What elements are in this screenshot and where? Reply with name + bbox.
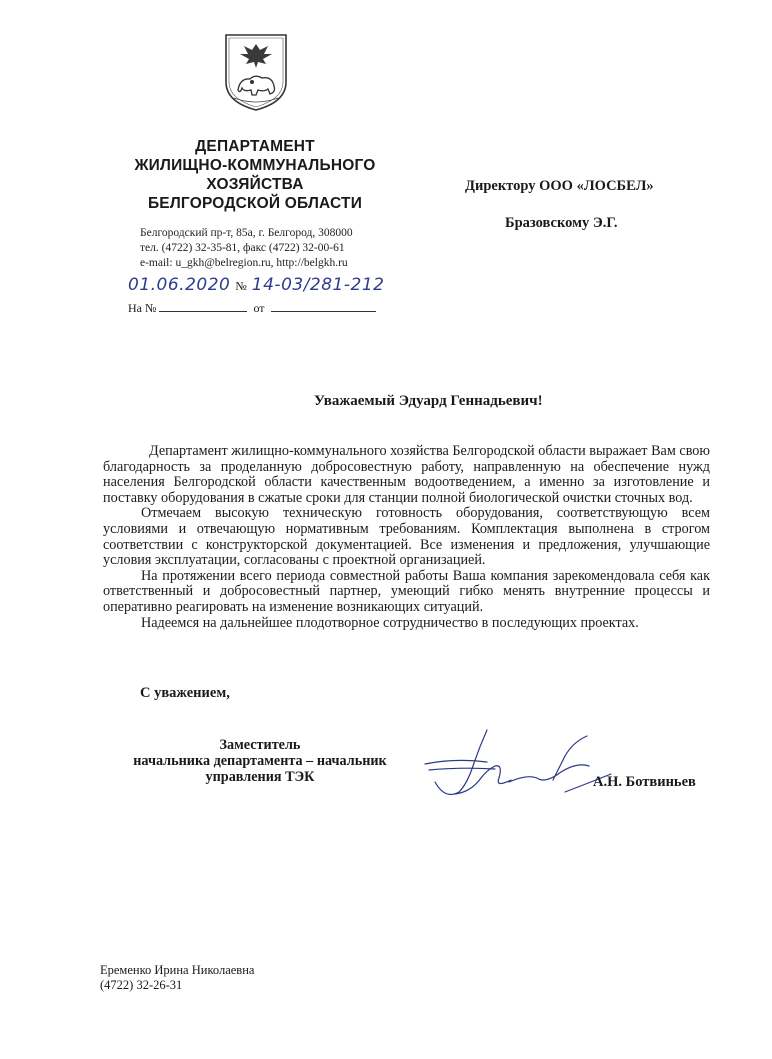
reply-reference: [128, 300, 376, 316]
department-phones: тел. (4722) 32-35-81, факс (4722) 32-00-61: [140, 242, 345, 254]
reply-date-blank: [271, 300, 376, 312]
department-name-line-4: БЕЛГОРОДСКОЙ ОБЛАСТИ: [147, 195, 363, 212]
salutation: Уважаемый Эдуард Геннадьевич!: [314, 393, 543, 409]
recipient-name: Бразовскому Э.Г.: [505, 215, 618, 231]
body-paragraph: Отмечаем высокую техническую готовность оборудования, соответствующую всем условиями и отвечающую нормативным требованиям. Комплектация выполнена в строгом соответствии с конструкторской документацией. Все изменения и предложения, улучшающие условия эксплуатации, согласованы с проектной организацией.: [103, 505, 710, 569]
executor-phone: (4722) 32-26-31: [100, 978, 183, 992]
outgoing-reference: [128, 275, 385, 299]
reply-label: На №: [128, 301, 157, 315]
coat-of-arms-emblem: [222, 32, 290, 112]
body-paragraph: Надеемся на дальнейшее плодотворное сотрудничество в последующих проектах.: [141, 614, 639, 631]
closing: С уважением,: [140, 685, 230, 701]
signatory-title: [100, 737, 420, 785]
executor-info: [100, 963, 254, 993]
reply-from-label: от: [253, 301, 265, 315]
signatory-title-line-3: управления ТЭК: [205, 769, 315, 785]
department-name-line-1: ДЕПАРТАМЕНТ: [195, 138, 315, 155]
signatory-name: А.Н. Ботвиньев: [593, 774, 696, 790]
handwritten-signature: [415, 722, 615, 812]
executor-name: Еременко Ирина Николаевна: [100, 963, 255, 977]
reply-number-blank: [159, 300, 247, 312]
signatory-title-line-2: начальника департамента – начальник: [133, 753, 387, 769]
letter-body: [103, 444, 710, 631]
handwritten-date: 01.06.2020: [128, 275, 231, 295]
department-email: e-mail: u_gkh@belregion.ru, http://belgkh.ru: [140, 257, 348, 269]
handwritten-number: 14-03/281-212: [251, 275, 385, 295]
body-paragraph: На протяжении всего периода совместной работы Ваша компания зарекомендовала себя как ответственный и добросовестный партнер, умеющий гибко менять внутренние процессы и оперативно реагировать на изменение возникающих ситуаций.: [103, 567, 710, 615]
department-name-line-2: ЖИЛИЩНО-КОММУНАЛЬНОГО: [134, 157, 376, 174]
recipient-position: Директору ООО «ЛОСБЕЛ»: [465, 178, 654, 194]
number-symbol: №: [235, 279, 247, 293]
signatory-title-line-1: Заместитель: [219, 737, 301, 753]
department-address: Белгородский пр-т, 85а, г. Белгород, 308000: [140, 227, 353, 239]
body-paragraph: Департамент жилищно-коммунального хозяйства Белгородской области выражает Вам свою благодарность за проделанную добросовестную работу, направленную на обеспечение нужд населения Белгородской области качественным водоотведением, а именно за изготовление и поставку оборудования в сжатые сроки для станции полной биологической очистки сточных вод.: [103, 443, 710, 506]
department-name-line-3: ХОЗЯЙСТВА: [206, 176, 304, 193]
